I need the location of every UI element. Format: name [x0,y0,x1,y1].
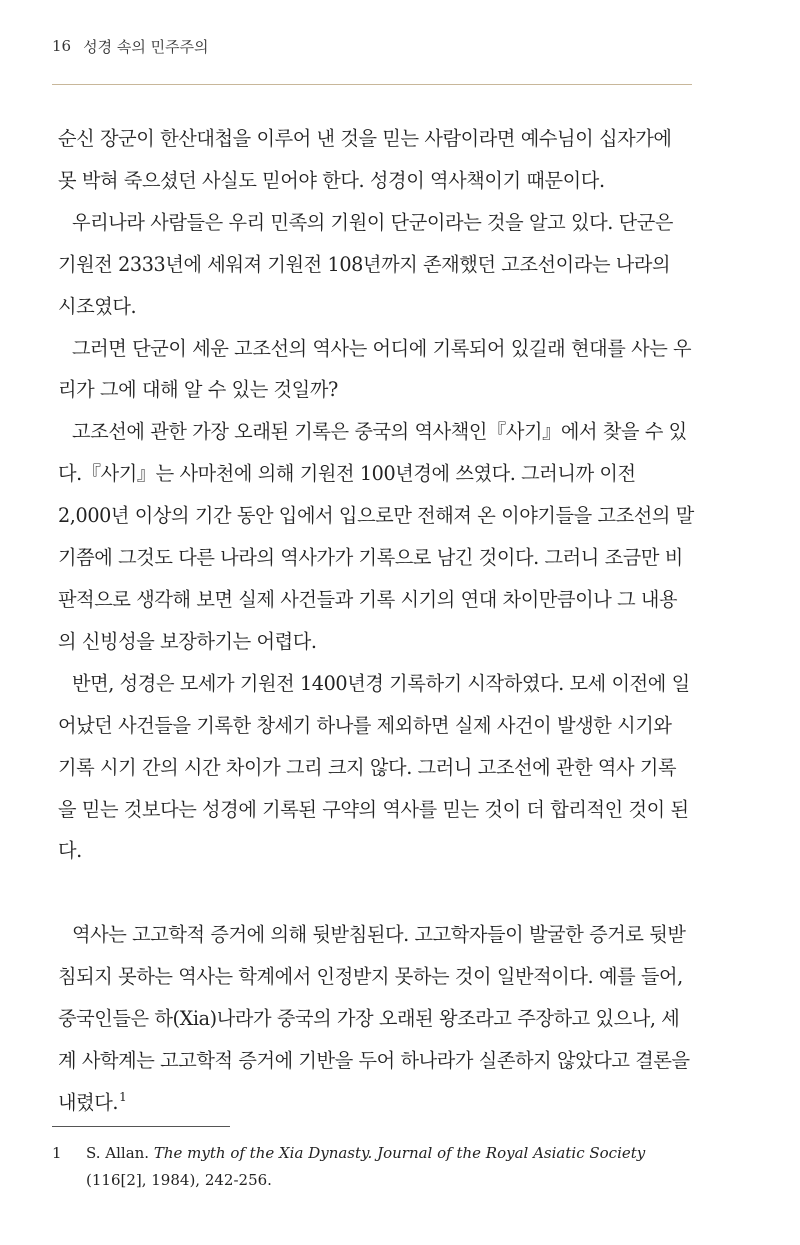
section-break [58,872,694,914]
running-title: 성경 속의 민주주의 [83,37,209,56]
footnote-details: (116[2], 1984), 242-256. [86,1171,272,1189]
paragraph-3: 그러면 단군이 세운 고조선의 역사는 어디에 기록되어 있길래 현대를 사는 우리가 그에 대해 알 수 있는 것일까? [58,336,692,402]
paragraph-1: 순신 장군이 한산대첩을 이루어 낸 것을 믿는 사람이라면 예수님이 십자가에 못 박혀 죽으셨던 사실도 믿어야 한다. 성경이 역사책이기 때문이다. [58,127,672,192]
body-text [58,118,694,1124]
footnote-number: 1 [52,1144,62,1162]
footnote-journal: Journal of the Royal Asiatic Society [377,1144,646,1162]
footnote-divider [52,1126,230,1127]
paragraph-4: 고조선에 관한 가장 오래된 기록은 중국의 역사책인『사기』에서 찾을 수 있다.『사기』는 사마천에 의해 기원전 100년경에 쓰였다. 그러니까 이전 2,000년 이상의 기간 동안 입에서 입으로만 전해져 온 이야기들을 고조선의 말기쯤에 그것도 다른 나라의 역사가가 기록으로 남긴 것이다. 그러니 조금만 비판적으로 생각해 보면 실제 사건들과 기록 시기의 연대 차이만큼이나 그 내용의 신빙성을 보장하기는 어렵다. [58,420,694,653]
paragraph-5: 반면, 성경은 모세가 기원전 1400년경 기록하기 시작하였다. 모세 이전에 일어났던 사건들을 기록한 창세기 하나를 제외하면 실제 사건이 발생한 시기와 기록 시기 간의 시간 차이가 그리 크지 않다. 그러니 고조선에 관한 역사 기록을 믿는 것보다는 성경에 기록된 구약의 역사를 믿는 것이 더 합리적인 것이 된다. [58,671,690,863]
running-header [52,34,209,58]
footnote-reference[interactable]: 1 [119,1089,127,1104]
footnote-article-title: The myth of the Xia Dynasty. [153,1144,373,1162]
paragraph-6-text: 역사는 고고학적 증거에 의해 뒷받침된다. 고고학자들이 발굴한 증거로 뒷받침되지 못하는 역사는 학계에서 인정받지 못하는 것이 일반적이다. 예를 들어, 중국인들은 하(Xia)나라가 중국의 가장 오래된 왕조라고 주장하고 있으나, 세계 사학계는 고고학적 증거에 기반을 두어 하나라가 실존하지 않았다고 결론을 내렸다. [58,923,690,1114]
paragraph-6 [58,914,694,1124]
footnote-author: S. Allan. [86,1144,150,1162]
paragraph-2: 우리나라 사람들은 우리 민족의 기원이 단군이라는 것을 알고 있다. 단군은 기원전 2333년에 세워져 기원전 108년까지 존재했던 고조선이라는 나라의 시조였다. [58,210,674,318]
footnote-text [86,1140,692,1194]
header-divider [52,84,692,85]
footnote [52,1140,692,1194]
page-number: 16 [52,37,72,55]
